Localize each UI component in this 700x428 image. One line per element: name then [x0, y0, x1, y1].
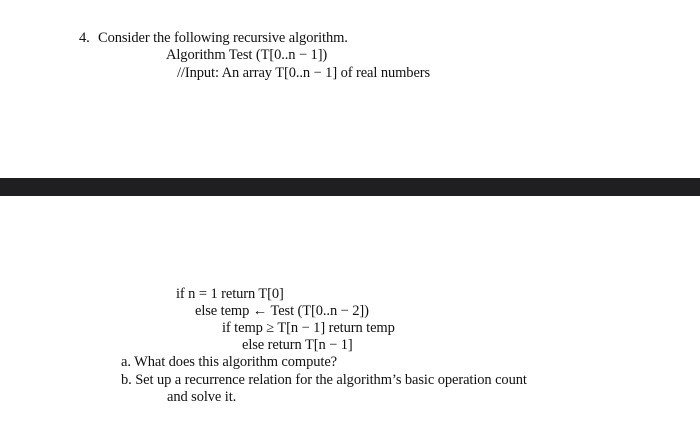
- algorithm-header: Algorithm Test (T[0..n − 1]): [166, 47, 328, 63]
- dark-band-divider: [0, 178, 700, 196]
- part-a-question: a. What does this algorithm compute?: [121, 354, 337, 370]
- question-intro: Consider the following recursive algorithm.: [98, 30, 348, 46]
- input-comment: //Input: An array T[0..n − 1] of real numbers: [177, 65, 431, 81]
- part-b-question-continued: and solve it.: [167, 389, 237, 405]
- code-line-else-temp: else temp ← Test (T[0..n − 2]): [195, 303, 369, 319]
- code-line-if: if n = 1 return T[0]: [176, 286, 284, 302]
- part-b-question: b. Set up a recurrence relation for the algorithm’s basic operation count: [121, 372, 527, 388]
- code-line-else-return: else return T[n − 1]: [242, 337, 353, 353]
- code-line-if-temp: if temp ≥ T[n − 1] return temp: [222, 320, 395, 336]
- question-number: 4.: [79, 30, 90, 46]
